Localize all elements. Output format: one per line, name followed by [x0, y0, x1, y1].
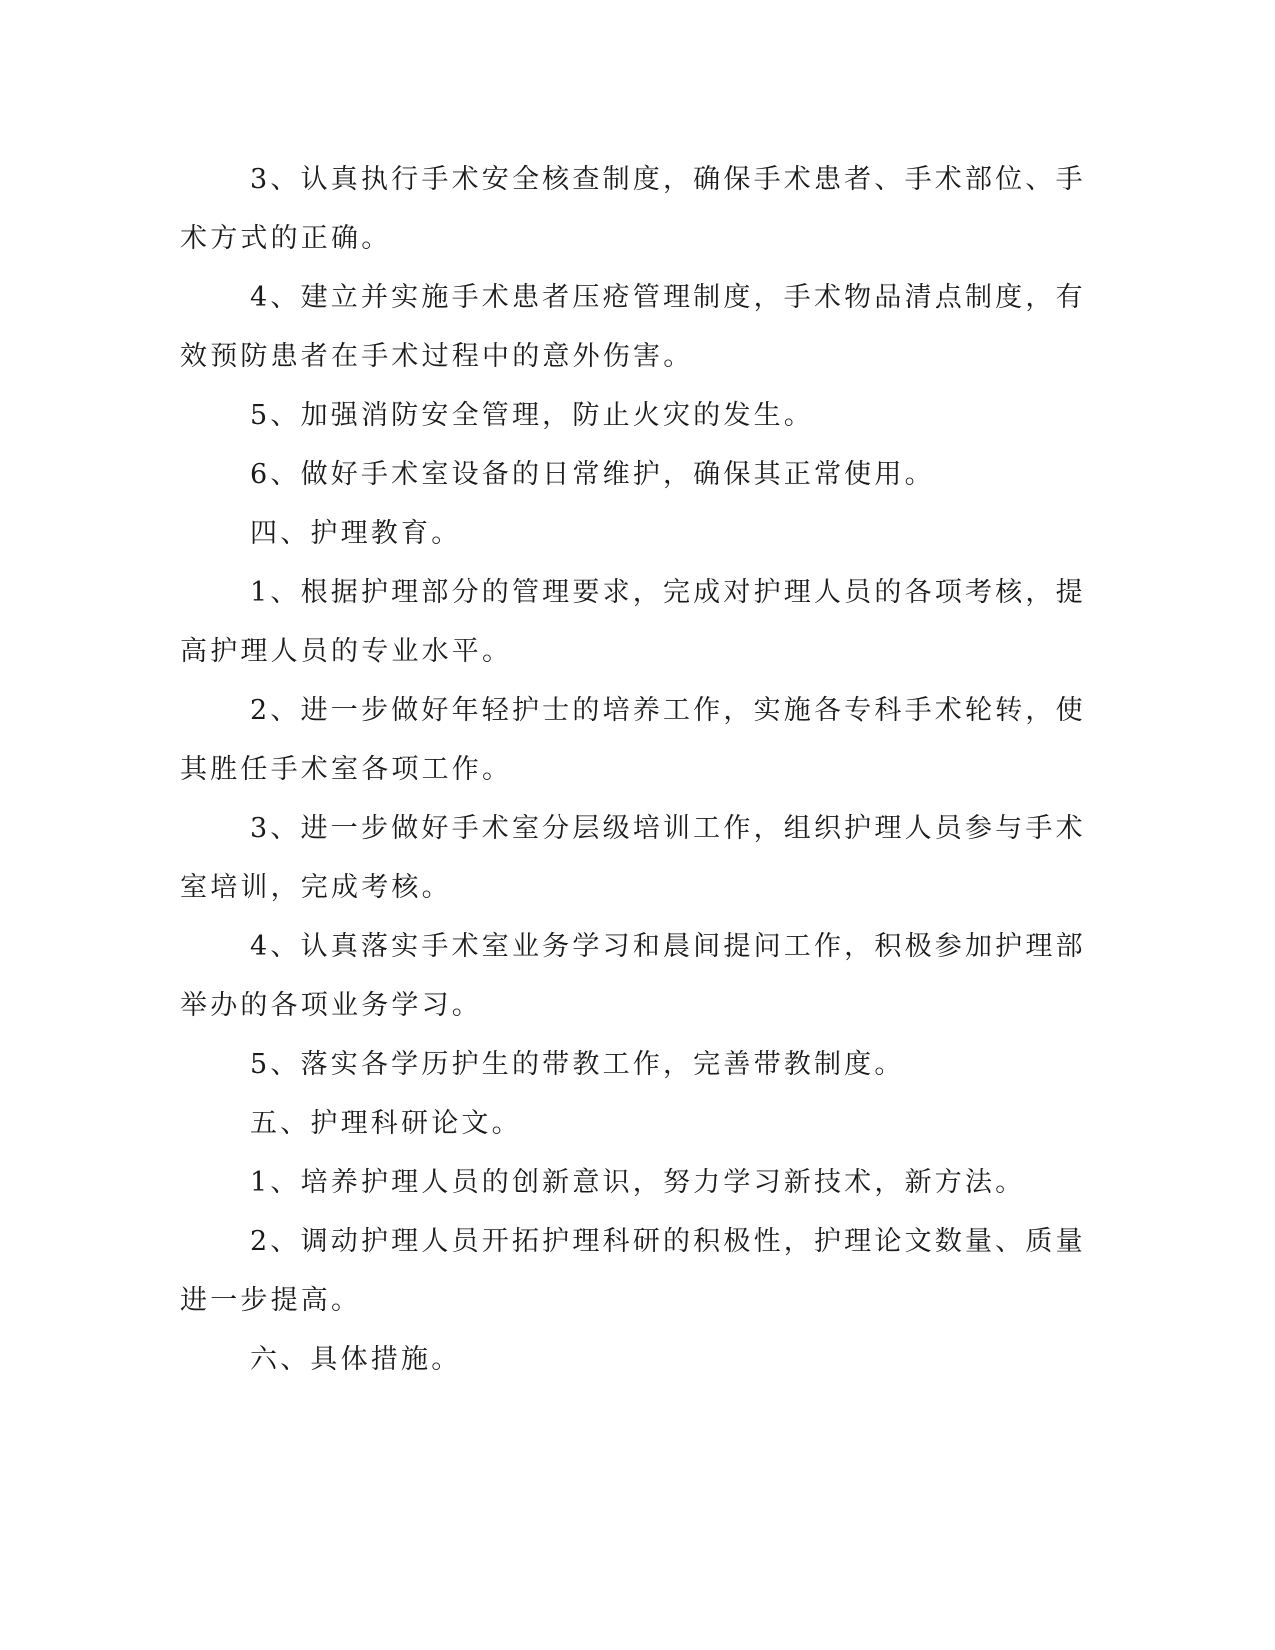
paragraph-line: 2、调动护理人员开拓护理科研的积极性，护理论文数量、质量: [250, 1226, 1086, 1257]
section-heading: 五、护理科研论文。: [250, 1108, 522, 1139]
section-heading: 六、具体措施。: [250, 1344, 462, 1375]
paragraph-line: 效预防患者在手术过程中的意外伤害。: [180, 341, 694, 372]
paragraph-line: 6、做好手术室设备的日常维护，确保其正常使用。: [250, 459, 935, 490]
paragraph-line: 1、根据护理部分的管理要求，完成对护理人员的各项考核，提: [250, 577, 1086, 608]
paragraph-line: 其胜任手术室各项工作。: [180, 754, 513, 785]
paragraph-line: 室培训，完成考核。: [180, 872, 452, 903]
paragraph-line: 3、进一步做好手术室分层级培训工作，组织护理人员参与手术: [250, 813, 1086, 844]
paragraph-line: 术方式的正确。: [180, 223, 392, 254]
paragraph-line: 5、加强消防安全管理，防止火灾的发生。: [250, 400, 814, 431]
paragraph-line: 5、落实各学历护生的带教工作，完善带教制度。: [250, 1049, 905, 1080]
paragraph-line: 高护理人员的专业水平。: [180, 636, 513, 667]
paragraph-line: 4、认真落实手术室业务学习和晨间提问工作，积极参加护理部: [250, 931, 1086, 962]
paragraph-line: 1、培养护理人员的创新意识，努力学习新技术，新方法。: [250, 1167, 1026, 1198]
paragraph-line: 2、进一步做好年轻护士的培养工作，实施各专科手术轮转，使: [250, 695, 1086, 726]
paragraph-line: 4、建立并实施手术患者压疮管理制度，手术物品清点制度，有: [250, 282, 1086, 313]
document-page: [180, 150, 1086, 1389]
section-heading: 四、护理教育。: [250, 518, 462, 549]
paragraph-line: 3、认真执行手术安全核查制度，确保手术患者、手术部位、手: [250, 164, 1086, 195]
paragraph-line: 举办的各项业务学习。: [180, 990, 482, 1021]
paragraph-line: 进一步提高。: [180, 1285, 362, 1316]
